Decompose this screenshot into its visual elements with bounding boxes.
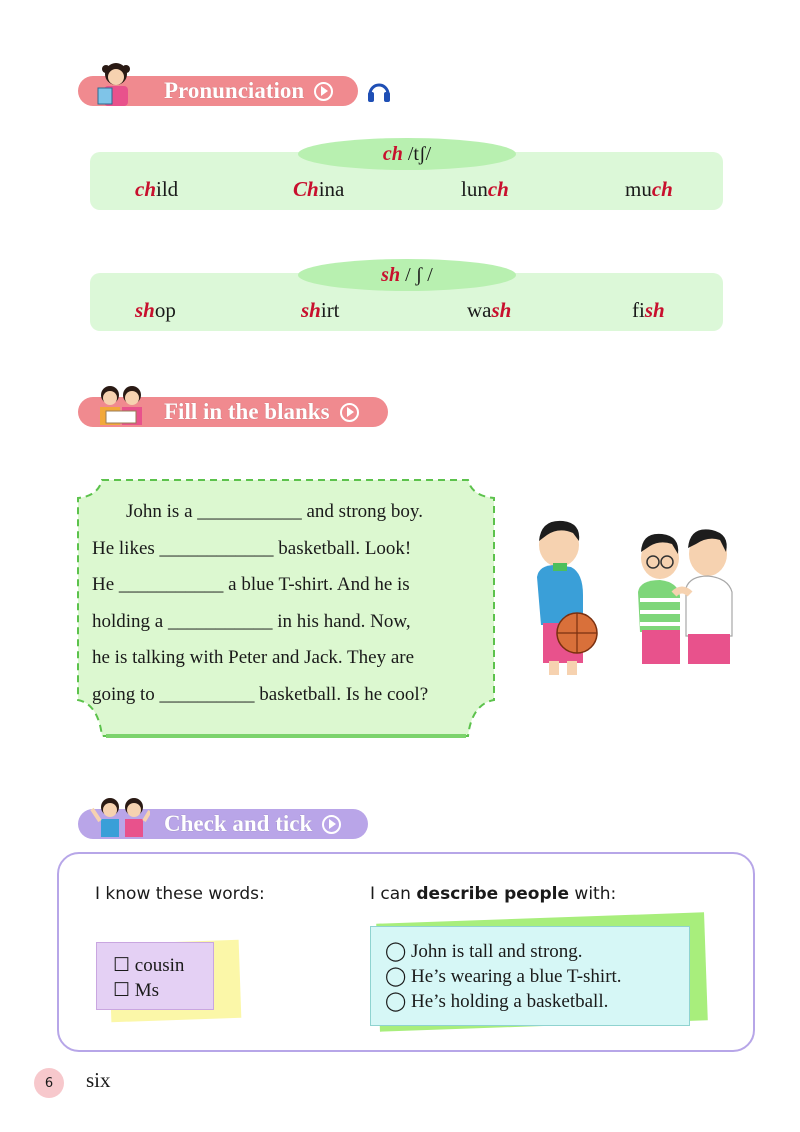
page-number: 6	[34, 1068, 64, 1098]
words-note	[96, 942, 214, 1010]
kids-waving-icon	[90, 795, 150, 839]
word-fish: fish	[632, 298, 665, 322]
word-lunch: lunch	[461, 177, 509, 201]
pronunciation-banner	[78, 76, 358, 106]
section-title: Fill in the blanks	[164, 399, 330, 424]
arrow-right-icon[interactable]	[314, 82, 333, 101]
peter-and-jack-illustration	[630, 520, 740, 680]
describe-people-label: I can describe people with:	[370, 884, 617, 904]
boy-with-basketball-illustration	[525, 515, 605, 675]
checkbox-word[interactable]: ☐ cousin	[113, 955, 185, 976]
word-child: child	[135, 177, 179, 201]
word-china: China	[293, 177, 345, 201]
radio-sentence[interactable]: ◯ He’s wearing a blue T-shirt.	[385, 966, 622, 987]
checkbox-word[interactable]: ☐ Ms	[113, 980, 160, 1001]
page-word: six	[86, 1068, 111, 1092]
headphones-icon[interactable]	[366, 78, 392, 104]
section-title: Check and tick	[164, 811, 313, 836]
fill-line: He likes ____________ basketball. Look!	[92, 537, 412, 559]
word-shirt: shirt	[301, 298, 340, 322]
section-title: Pronunciation	[164, 78, 305, 103]
fill-line: holding a ___________ in his hand. Now,	[92, 610, 411, 632]
arrow-right-icon[interactable]	[322, 815, 341, 834]
girl-reading-icon	[90, 60, 142, 106]
sound-label-sh: sh / ʃ /	[298, 259, 516, 291]
fill-line: He ___________ a blue T-shirt. And he is	[92, 574, 410, 595]
fill-line: he is talking with Peter and Jack. They are	[92, 647, 415, 668]
fill-line: John is a ___________ and strong boy.	[126, 501, 423, 522]
word-shop: shop	[135, 298, 176, 322]
know-words-label: I know these words:	[95, 884, 265, 904]
sentence-note	[370, 926, 690, 1026]
radio-sentence[interactable]: ◯ John is tall and strong.	[385, 941, 583, 962]
kids-reading-icon	[90, 383, 150, 427]
sound-label-ch: ch /tʃ/	[298, 138, 516, 170]
word-wash: wash	[467, 298, 512, 322]
fill-line: going to __________ basketball. Is he cool?	[92, 683, 429, 705]
arrow-right-icon[interactable]	[340, 403, 359, 422]
check-banner	[78, 809, 368, 839]
word-much: much	[625, 177, 673, 201]
fill-banner	[78, 397, 388, 427]
radio-sentence[interactable]: ◯ He’s holding a basketball.	[385, 991, 609, 1012]
fill-paragraph	[92, 494, 476, 713]
